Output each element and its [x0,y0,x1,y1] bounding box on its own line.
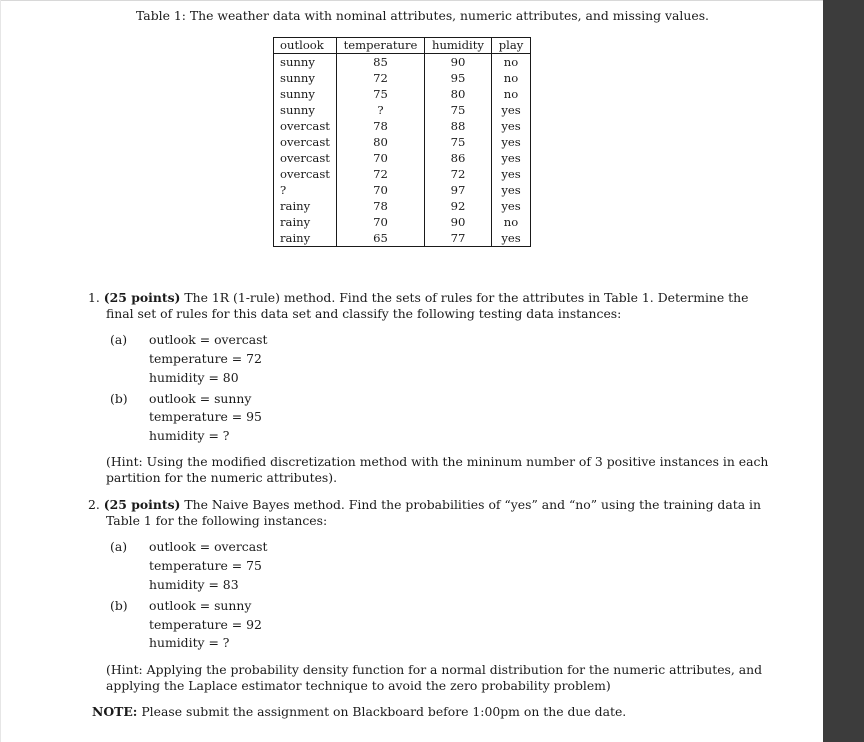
table-row [274,230,531,247]
cell-outlook: rainy [274,230,337,247]
header-play: play [492,38,531,54]
cell-play: no [492,214,531,230]
cell-outlook: sunny [274,54,337,71]
note-label: NOTE: [92,704,138,719]
cell-humidity: 75 [425,134,492,150]
q1a-label: (a) [110,332,128,347]
cell-temperature: ? [337,102,425,118]
table-row [274,70,531,86]
cell-outlook: overcast [274,166,337,182]
q1b-humidity: humidity = ? [149,428,230,443]
viewer-right-margin [823,0,864,742]
q1-points: (25 points) [103,290,181,305]
cell-humidity: 75 [425,102,492,118]
q1-number: 1. [88,290,100,305]
cell-temperature: 70 [337,150,425,166]
table-row [274,134,531,150]
cell-outlook: overcast [274,118,337,134]
page-top-border [0,0,823,1]
cell-temperature: 80 [337,134,425,150]
table-row [274,54,531,71]
cell-outlook: overcast [274,150,337,166]
cell-play: yes [492,134,531,150]
cell-play: no [492,54,531,71]
q2-text-line2: Table 1 for the following instances: [106,513,328,528]
q2b-label: (b) [110,598,128,613]
cell-temperature: 72 [337,166,425,182]
q1a-humidity: humidity = 80 [149,370,239,385]
note-text: Please submit the assignment on Blackboard before 1:00pm on the due date. [141,704,627,719]
q2a-temperature: temperature = 75 [149,558,262,573]
cell-outlook: rainy [274,214,337,230]
weather-table [273,37,531,247]
cell-temperature: 85 [337,54,425,71]
q2-hint-line2: applying the Laplace estimator technique to avoid the zero probability problem) [106,678,611,693]
cell-humidity: 97 [425,182,492,198]
q2a-outlook: outlook = overcast [149,539,268,554]
cell-humidity: 88 [425,118,492,134]
table-row [274,102,531,118]
cell-humidity: 77 [425,230,492,247]
q1-hint-line1: (Hint: Using the modified discretization method with the mininum number of 3 positive instances in each [106,454,769,469]
q2b-outlook: outlook = sunny [149,598,252,613]
cell-outlook: ? [274,182,337,198]
table-header-row [274,38,531,54]
table-caption: Table 1: The weather data with nominal attributes, numeric attributes, and missing values. [136,8,709,23]
cell-temperature: 65 [337,230,425,247]
cell-humidity: 86 [425,150,492,166]
q1a-outlook: outlook = overcast [149,332,268,347]
cell-play: yes [492,118,531,134]
table-row [274,166,531,182]
cell-play: yes [492,150,531,166]
table-row [274,150,531,166]
cell-play: no [492,86,531,102]
q1b-outlook: outlook = sunny [149,391,252,406]
q1b-label: (b) [110,391,128,406]
q2b-temperature: temperature = 92 [149,617,262,632]
cell-outlook: sunny [274,70,337,86]
cell-temperature: 78 [337,198,425,214]
header-humidity: humidity [425,38,492,54]
header-outlook: outlook [274,38,337,54]
q2a-label: (a) [110,539,128,554]
q2b-humidity: humidity = ? [149,635,230,650]
q1-hint-line2: partition for the numeric attributes). [106,470,338,485]
cell-humidity: 80 [425,86,492,102]
q2-points: (25 points) [103,497,181,512]
table-row [274,214,531,230]
q2-intro-line1 [88,497,761,513]
q2-number: 2. [88,497,100,512]
cell-outlook: overcast [274,134,337,150]
cell-temperature: 72 [337,70,425,86]
cell-temperature: 70 [337,214,425,230]
cell-outlook: sunny [274,86,337,102]
q2-hint-line1: (Hint: Applying the probability density function for a normal distribution for the numeric attributes, and [106,662,763,677]
q1-text-line2: final set of rules for this data set and classify the following testing data instances: [106,306,622,321]
cell-outlook: rainy [274,198,337,214]
cell-humidity: 90 [425,214,492,230]
q1a-temperature: temperature = 72 [149,351,262,366]
cell-humidity: 72 [425,166,492,182]
q1b-temperature: temperature = 95 [149,409,262,424]
cell-temperature: 78 [337,118,425,134]
cell-temperature: 75 [337,86,425,102]
cell-outlook: sunny [274,102,337,118]
table-row [274,86,531,102]
header-temperature: temperature [337,38,425,54]
cell-play: no [492,70,531,86]
q1-intro-line1 [88,290,748,306]
table-row [274,182,531,198]
cell-play: yes [492,166,531,182]
cell-play: yes [492,182,531,198]
q1-text-line1: The 1R (1-rule) method. Find the sets of rules for the attributes in Table 1. Determine the [184,290,749,305]
cell-temperature: 70 [337,182,425,198]
table-row [274,118,531,134]
q2-text-line1: The Naive Bayes method. Find the probabilities of “yes” and “no” using the training data in [184,497,762,512]
q2a-humidity: humidity = 83 [149,577,239,592]
note-line [92,704,626,720]
cell-play: yes [492,198,531,214]
cell-humidity: 92 [425,198,492,214]
table-row [274,198,531,214]
cell-humidity: 90 [425,54,492,71]
cell-humidity: 95 [425,70,492,86]
page-left-border [0,0,1,742]
cell-play: yes [492,230,531,247]
cell-play: yes [492,102,531,118]
